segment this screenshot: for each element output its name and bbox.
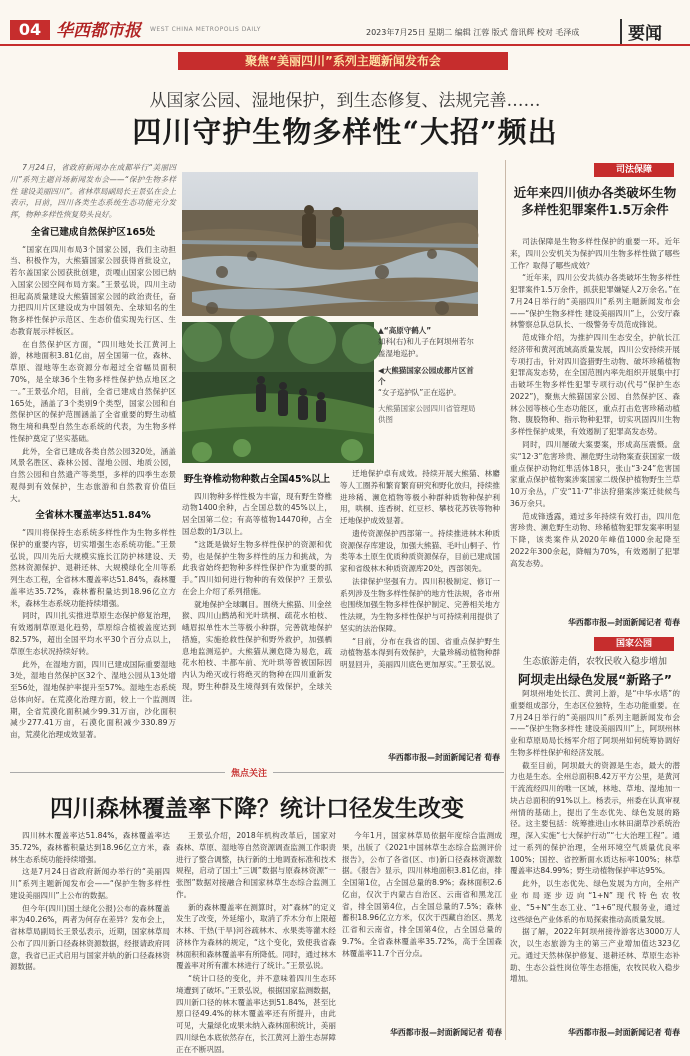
article1-paragraph: 同时，四川扎实推进草原生态保护修复治理，有效遏制草原退化趋势，草原综合植被盖度达到82.57%，超出全国平均水平30个百分点以上，草原生态状况持续好转。 [10, 611, 176, 656]
article2-paragraph: 王景弘介绍，2018年机构改革后，国家对森林、草原、湿地等自然资源调查监测工作职责进行了整合调整，执行新的土地调查标准和技术规程，启动了国土“三调”数据与原森林资源“一张图”数据对接融合和国家林草生态综合监测工作。 [176, 831, 336, 899]
article2-paragraph: 但今年(四川)国土绿化公报)公布的森林覆盖率为40.26%，两者为何存在差异？发布会上，省林草局副局长王景弘表示，近期，国家林草局公布了四川新口径森林资源数据，经报请政府同意，我省已正式启用与国家并轨的新口径森林资源数据。 [10, 903, 170, 972]
article1-col3 [340, 468, 500, 751]
article2-col1 [10, 830, 170, 1040]
article1-col2 [182, 468, 332, 764]
right1-byline: 华西都市报—封面新闻记者 荀春 [568, 618, 680, 627]
section-tag: 要闻 [620, 19, 662, 44]
paper-name: 华西都市报 [56, 21, 141, 41]
article1-byline: 华西都市报—封面新闻记者 荀春 [388, 753, 500, 762]
article1-paragraph: “国家在四川布局3个国家公园，我们主动担当、积极作为，大熊猫国家公园获得首批设立，若尔盖国家公园获批创建，贡嘎山国家公园已纳入国家公园空间布局方案。”王景弘说，四川主动担起高质量建设大熊猫国家公园的政治责任，奋力把四川片区建设成为中国领先、全球知名的生物多样性保护示范区、生态价值实现先行区、生态教育展示样板区。 [10, 244, 176, 336]
caption-credit: 大熊猫国家公园四川省管理局供图 [378, 403, 476, 424]
article1-paragraph: 迁地保护卓有成效。持续开展大熊猫、林麝等人工圈养和繁育繁育研究和野化放归，持续推进珍稀、濒危植物等极小种群种质物种保护利用，哄桐、连香树、红豆杉、攀枝花苏铁等物种迁地保护成效显著。 [340, 469, 500, 526]
article1-paragraph: 在自然保护区方面，“四川地处长江黄河上游，林地面积3.81亿亩，居全国第一位，森林、草原、湿地等生态资源分布超过全省幅员面积70%，是全球36个生物多样性保护热点地区之一。”王景弘介绍，目前，全省已建成自然保护区165处，涵盖了3个类别9个类型，国家公园和自然保护区的保护范围涵盖了全省重要的野生动植物生境和典型自然生态系统的代表，为生物多样性保护奠定了坚实基础。 [10, 339, 176, 443]
right1-paragraph: “近年来，四川公安共侦办各类破坏生物多样性犯罪案件1.5万余件，抓获犯罪嫌疑人2万余名。”在7月24日举行的“美丽四川”系列主题新闻发布会——“保护生物多样性 建设美丽四川”上，公安厅森林警察总队总队长、一级警务专员范成锋说。 [510, 273, 680, 330]
caption-1-body: 如科(右)和儿子在阿坝州若尔盖湿地巡护。 [378, 337, 474, 358]
article1-paragraph: 此外，在湿地方面，四川已建成国际重要湿地3处，湿地自然保护区32个、湿地公园从13处增至56处，湿地保护率提升至57%。湿地生态系统总体向好。在荒漠化治理方面，较上一个监测周期，全省荒漠化面积减少99.31万亩，沙化面积减少277.41万亩，石漠化面积减少330.89万亩，荒漠化治理成效显著。 [10, 659, 176, 740]
article1-paragraph: “目前，分布在我省的国、省重点保护野生动植物基本得到有效保护，大量珍稀动植物种群明显回升，美丽四川底色更加厚实。”王景弘说。 [340, 636, 500, 670]
article2-paragraph: 今年1月，国家林草局依据年度综合监测成果，出版了《2021中国林草生态综合监测评价报告》，公布了各省(区、市)新口径森林资源数据。《报告》显示，四川林地面积3.81亿亩，排全国第1位，占全国总量的8.9%；森林面积2.6亿亩，仅次于内蒙古自治区、云南省和黑龙江省，排全国第4位，占全国总量的7.5%；森林蓄积18.96亿立方米，仅次于西藏自治区、黑龙江省和云南省，排全国第4位，占全国总量的9.7%。全省森林覆盖率35.72%，高于全国森林覆盖率11.7个百分点。 [342, 831, 502, 958]
article1-paragraph: 遗传资源保护西部第一。持续推进林木种质资源保存库建设，加强大熊猫、毛叶山桐子、竹类等本土原生优质种质资源保存，目前已建成国家和省级林木种质资源库20处，西部领先。 [340, 528, 500, 574]
article2-col3 [342, 830, 502, 1026]
right2-body [510, 688, 680, 1024]
article1-subhead-1: 全省已建成自然保护区165处 [30, 226, 156, 238]
right2-paragraph: 此外，以生态优先、绿色发展为方向，全州产业布局逐步迈向“1+N”现代特色农牧业、“5+N”生态工业、“1+6”现代服务业，通过这些绿色产业体系的布局探索推动高质量发展。 [510, 879, 680, 924]
right1-paragraph: 司法保障是生物多样性保护的重要一环。近年来，四川公安机关为保护四川生物多样性做了哪些工作？取得了哪些成效？ [510, 237, 680, 270]
right2-byline: 华西都市报—封面新闻记者 荀春 [568, 1028, 680, 1037]
article2-paragraph: “统计口径的变化，并不意味着四川生态环境遭到了破坏。”王景弘说，根据国家监测数据，四川新口径的林木覆盖率达到51.84%，甚至比原口径49.4%的林木覆盖率还有所提升，由此可见，大量绿化成果未纳入森林面积统计，美丽四川绿色本底依然存在，长江黄河上游生态屏障正在不断巩固。 [176, 974, 336, 1054]
wetland-patrol-photo [182, 172, 478, 316]
article1-paragraph: 此外，全省已建成各类自然公园320处，涵盖风景名胜区、森林公园、湿地公园、地质公园，自然公园和自然遗产等类型，多样的四季生态景观得到有效保护，生态旅游和自然教育价值巨大。 [10, 446, 176, 503]
right1-paragraph: 范成锋透露，通过多年持续有效打击，四川危害珍贵、濒危野生动物、珍稀植物犯罪发案率明显下降，该类案件从2020年峰值1000余起降至2022年300余起，降幅为70%，有效遏制了犯罪高发态势。 [510, 511, 680, 568]
article2-paragraph: 新的森林覆盖率在测算时，对“森林”的定义发生了改变，外延缩小，取消了乔木分布上限超木林、干热(干旱)河谷疏林木、水果类等灌木经济林作为森林的规定，“这个变化，致使我省森林面积和森林覆盖率有所降低。同时，通过林木覆盖率对所有灌木林进行了统计。”王景弘说。 [176, 902, 336, 971]
right2-headline: 阿坝走出绿色发展“新路子” [518, 672, 672, 687]
article1-subhead-3: 野生脊椎动物种数占全国45%以上 [183, 474, 331, 485]
paper-name-en: WEST CHINA METROPOLIS DAILY [150, 26, 261, 33]
right1-body [510, 236, 680, 604]
right2-paragraph: 据了解，2022年阿坝州接待游客达3000万人次，以生态旅游为主的第三产业增加值达323亿元。通过天然林保护修复、退耕还林、草原生态补助、生态公益性岗位等生态措施，农牧民收入稳步增加。 [510, 927, 680, 984]
subheadline: 从国家公园、湿地保护，到生态修复、法规完善…… [149, 91, 541, 111]
article2-col2 [176, 830, 336, 1054]
right2-paragraph: 截至目前，阿坝最大的资源是生态，最大的潜力也是生态。全州总面积8.42万平方公里，是黄河干流流经四川的唯一区域，林地、草地、湿地加一块占总面积的91%以上。杨表示，州委在认真审视州情的基础上，提出了生态优先、绿色发展的路径。这主要包括：统筹推进山水林田湖草沙系统治理，深入实施“七大保护行动”“七大治理工程”。通过一系列的保护治理，全州环境空气质量优良率100%；国控、省控断面水质达标率100%；林草覆盖率达84.99%；野生动植物保护率达95%。 [510, 760, 680, 876]
national-park-tag: 国家公园 [594, 637, 674, 651]
right2-kicker: 生态旅游走俏，农牧民收入稳步增加 [522, 657, 667, 667]
article1-paragraph: 四川物种多样性极为丰富，现有野生脊椎动物1400余种，占全国总数的45%以上，居全国第二位；有高等植物14470种，占全国总数的1/3以上。 [182, 491, 332, 537]
article2-paragraph: 这是7月24日省政府新闻办举行的“美丽四川”系列主题新闻发布会——“保护生物多样性 建设美丽四川”上公布的数据。 [10, 867, 170, 900]
article1-paragraph: “这既是做好生物多样性保护的资源和优势，也是保护生物多样性的压力和挑战，为此我省始终把物种多样性保护作为重要的抓手。”四川如何进行物种的有效保护？王景弘在会上介绍了系列措施。 [182, 539, 332, 596]
article2-paragraph: 四川林木覆盖率达51.84%，森林覆盖率达35.72%，森林蓄积量达到18.96亿立方米，森林生态系统功能持续增强。 [10, 831, 170, 864]
article2-byline: 华西都市报—封面新闻记者 荀春 [390, 1028, 502, 1037]
photo-caption [378, 325, 478, 425]
right1-paragraph: 同时，四川屡破大案要案，形成高压震慑。盘实“12·3”危害珍贵、濒危野生动物案查获国家一级重点保护动物红隼活体18只，张山“3·24”危害国家重点保护植物案涉案国家二级保护植物野生兰草10万余丛，广安“11·7”非法狩猎案涉案迁徙候鸟36万余只。 [510, 440, 680, 508]
article1-lead: 7月24日，省政府新闻办在成都举行“美丽四川”系列主题首场新闻发布会——“保护生物多样性 建设美丽四川”。省林草局副局长王景弘在会上表示，目前，四川各类生态系统生态功能充分发挥，物种多样性恢复势头良好。 [10, 163, 176, 220]
article1-paragraph: 法律保护坚强有力。四川积极制定、修订一系列涉及生物多样性保护的地方性法规，各市州也围绕加强生物多样性保护制定、完善相关地方性法规，为生物多样性保护与可持续利用提供了坚实的法治保障。 [340, 576, 500, 633]
article1-paragraph: 就地保护全球瞩目。围绕大熊猫、川金丝猴、四川山鹧鸪和光叶珙桐、疏花水柏枝、峨眉拟单性木兰等极小种群，完善就地保护措施，实施抢救性保护和野外救护，加强栖息地监测巡护。大熊猫从濒危降为易危，疏花水柏枝、丰都车前、光叶珙等曾被国际因内认为绝灭或行将绝灭的物种在四川重新发现，野生种群及生境得到有效保护，全球关注。 [182, 599, 332, 703]
right1-headline: 近年来四川侦办各类破坏生物多样性犯罪案件1.5万余件 [513, 185, 677, 217]
forest-patrol-photo [182, 322, 374, 463]
caption-1-title: ▲“高原守鹤人” [378, 326, 432, 335]
focus-tag: 焦点关注 [225, 766, 273, 779]
column-divider [505, 160, 506, 1040]
judicial-tag: 司法保障 [594, 163, 674, 177]
caption-2-title: ◀大熊猫国家公园成都片区首个 [378, 365, 474, 386]
right2-paragraph: 阿坝州地处长江、黄河上游，是“中华水塔”的重要组成部分，生态区位独特，生态功能重要。在7月24日举行的“美丽四川”系列主题新闻发布会——“保护生物多样性 建设美丽四川”上，阿坝州林业和草原局局长杨军介绍了阿坝州如何统筹协调好生物多样性保护和经济发展。 [510, 689, 680, 757]
caption-2-body: “女子巡护队”正在巡护。 [378, 388, 461, 398]
right1-paragraph: 范成锋介绍，为推护四川生态安全，护航长江经济带和黄河流域高质量发展，四川公安持续开展专项打击，针对四川盗猎野生动物、破坏珍稀植物犯罪高发态势，在全国范围内率先组织开展集中打击破坏生物多样性犯罪专项行动(代号“保护生态2022”)，聚焦大熊猫国家公园、自然保护区、森林公园等核心生态功能区，重点打击危害珍稀动植物、腹股物种、指示物种犯罪，切实巩固四川生物多样性保护成果，有效遏制了犯罪高发态势。 [510, 333, 680, 437]
article1-col1 [10, 162, 176, 764]
date-line: 2023年7月25日 星期二 编辑 江蓉 版式 詹讯辉 校对 毛泽成 [366, 28, 580, 37]
article2-headline: 四川森林覆盖率下降？统计口径发生改变 [50, 795, 464, 822]
article1-paragraph: “四川将保持生态系统多样性作为生物多样性保护的重要内容，切实增强生态系统功能。”王景弘说，四川先后大规模实施长江防护林建设、天然林资源保护、退耕还林、大规模绿化全川等系列生态工程，全省林木覆盖率达51.84%，森林覆盖率达35.72%，森林蓄积量达到18.96亿立方米，森林生态系统功能持续增强。 [10, 528, 176, 608]
series-banner: 聚焦“美丽四川”系列主题新闻发布会 [178, 52, 508, 70]
main-headline: 四川守护生物多样性“大招”频出 [132, 115, 558, 149]
page-number: 04 [10, 20, 50, 40]
article1-subhead-2: 全省林木覆盖率达51.84% [35, 510, 151, 522]
